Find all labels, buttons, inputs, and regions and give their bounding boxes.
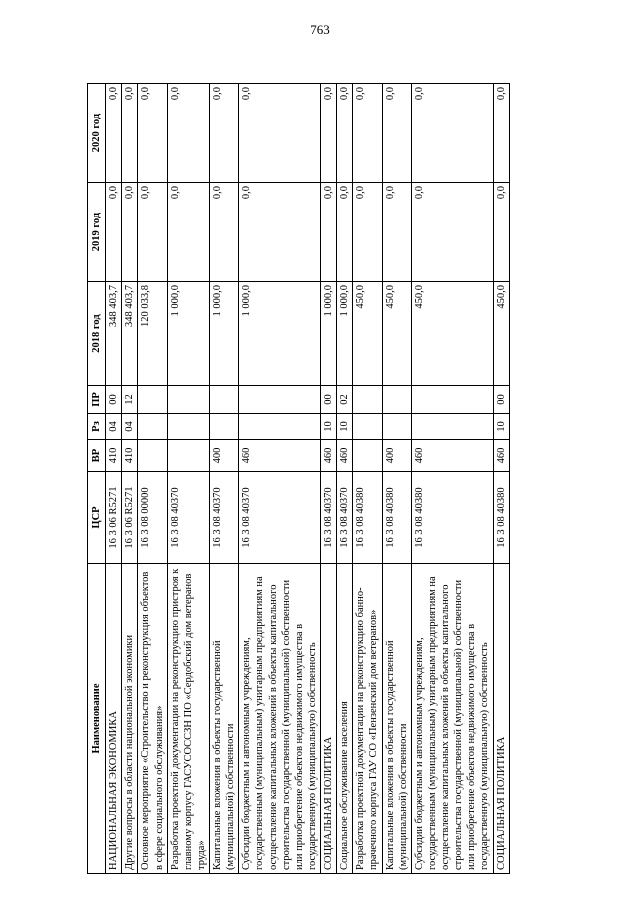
year-2020-cell: 0,0 xyxy=(239,84,321,183)
csr-cell: 16 3 08 40380 xyxy=(353,472,382,564)
name-cell: Субсидии бюджетным и автономным учреждениям, государственным (муниципальным) унитарным предприятиям на осуществление капитальных вложений в объекты капитального строительства государственной (муниципальной) собственности или приобретение объектов недвижимого имущества в государственную (муниципальную) собственность xyxy=(411,564,493,874)
vr-cell: 460 xyxy=(321,440,337,472)
year-2019-cell: 0,0 xyxy=(138,183,167,282)
header-cell: Наименование xyxy=(88,564,106,874)
pr-cell: 00 xyxy=(321,386,337,414)
year-2020-cell: 0,0 xyxy=(353,84,382,183)
rz-cell xyxy=(167,414,209,440)
year-2018-cell: 450,0 xyxy=(411,282,493,386)
year-2020-cell: 0,0 xyxy=(138,84,167,183)
year-2020-cell: 0,0 xyxy=(411,84,493,183)
name-cell: Капитальные вложения в объекты государственной (муниципальной) собственности xyxy=(382,564,411,874)
year-2019-cell: 0,0 xyxy=(337,183,353,282)
year-2020-cell: 0,0 xyxy=(337,84,353,183)
csr-cell: 16 3 08 40370 xyxy=(210,472,239,564)
name-cell: Субсидии бюджетным и автономным учреждениям, государственным (муниципальным) унитарным предприятиям на осуществление капитальных вложений в объекты капитального строительства государственной (муниципальной) собственности или приобретение объектов недвижимого имущества в государственную (муниципальную) собственность xyxy=(239,564,321,874)
rz-cell: 10 xyxy=(337,414,353,440)
table-body xyxy=(106,84,510,874)
vr-cell: 410 xyxy=(122,440,138,472)
vr-cell xyxy=(167,440,209,472)
table-row xyxy=(210,84,239,874)
table-row xyxy=(138,84,167,874)
vr-cell: 460 xyxy=(411,440,493,472)
csr-cell: 16 3 06 R5271 xyxy=(106,472,122,564)
pr-cell: 00 xyxy=(106,386,122,414)
year-2018-cell: 1 000,0 xyxy=(167,282,209,386)
year-2020-cell: 0,0 xyxy=(106,84,122,183)
table-row xyxy=(321,84,337,874)
table-row xyxy=(122,84,138,874)
year-2019-cell: 0,0 xyxy=(411,183,493,282)
year-2018-cell: 1 000,0 xyxy=(239,282,321,386)
budget-table xyxy=(87,83,510,874)
pr-cell: 12 xyxy=(122,386,138,414)
rz-cell xyxy=(239,414,321,440)
table-row xyxy=(106,84,122,874)
table-row xyxy=(411,84,493,874)
vr-cell xyxy=(353,440,382,472)
year-2019-cell: 0,0 xyxy=(122,183,138,282)
rz-cell: 04 xyxy=(122,414,138,440)
pr-cell xyxy=(138,386,167,414)
table-row xyxy=(337,84,353,874)
year-2018-cell: 348 403,7 xyxy=(106,282,122,386)
rotated-table-container xyxy=(87,84,567,874)
year-2018-cell: 450,0 xyxy=(382,282,411,386)
rz-cell: 10 xyxy=(321,414,337,440)
header-cell: 2020 год xyxy=(88,84,106,183)
name-cell: НАЦИОНАЛЬНАЯ ЭКОНОМИКА xyxy=(106,564,122,874)
header-cell: Рз xyxy=(88,414,106,440)
year-2018-cell: 120 033,8 xyxy=(138,282,167,386)
name-cell: Разработка проектной документации на реконструкцию банно-прачечного корпуса ГАУ СО «Пензенский дом ветеранов» xyxy=(353,564,382,874)
rz-cell: 10 xyxy=(493,414,509,440)
year-2018-cell: 1 000,0 xyxy=(210,282,239,386)
header-cell: ВР xyxy=(88,440,106,472)
csr-cell: 16 3 08 00000 xyxy=(138,472,167,564)
name-cell: СОЦИАЛЬНАЯ ПОЛИТИКА xyxy=(493,564,509,874)
year-2019-cell: 0,0 xyxy=(106,183,122,282)
year-2018-cell: 450,0 xyxy=(493,282,509,386)
year-2019-cell: 0,0 xyxy=(353,183,382,282)
rz-cell xyxy=(353,414,382,440)
vr-cell: 460 xyxy=(239,440,321,472)
vr-cell xyxy=(138,440,167,472)
pr-cell: 02 xyxy=(337,386,353,414)
year-2020-cell: 0,0 xyxy=(167,84,209,183)
name-cell: Разработка проектной документации на реконструкцию пристроя к главному корпусу ГАСУСОССЗН ПО «Сердобский дом ветеранов труда» xyxy=(167,564,209,874)
pr-cell: 00 xyxy=(493,386,509,414)
rz-cell xyxy=(138,414,167,440)
name-cell: Другие вопросы в области национальной экономики xyxy=(122,564,138,874)
name-cell: Социальное обслуживание населения xyxy=(337,564,353,874)
year-2019-cell: 0,0 xyxy=(239,183,321,282)
rz-cell xyxy=(411,414,493,440)
vr-cell: 460 xyxy=(493,440,509,472)
vr-cell: 460 xyxy=(337,440,353,472)
year-2019-cell: 0,0 xyxy=(493,183,509,282)
rz-cell xyxy=(210,414,239,440)
year-2019-cell: 0,0 xyxy=(382,183,411,282)
rz-cell xyxy=(382,414,411,440)
header-cell: 2019 год xyxy=(88,183,106,282)
pr-cell xyxy=(239,386,321,414)
year-2020-cell: 0,0 xyxy=(122,84,138,183)
table-row xyxy=(353,84,382,874)
year-2020-cell: 0,0 xyxy=(210,84,239,183)
vr-cell: 410 xyxy=(106,440,122,472)
year-2020-cell: 0,0 xyxy=(493,84,509,183)
year-2020-cell: 0,0 xyxy=(382,84,411,183)
pr-cell xyxy=(353,386,382,414)
pr-cell xyxy=(411,386,493,414)
csr-cell: 16 3 08 40370 xyxy=(337,472,353,564)
table-row xyxy=(239,84,321,874)
csr-cell: 16 3 06 R5271 xyxy=(122,472,138,564)
pr-cell xyxy=(210,386,239,414)
table-row xyxy=(493,84,509,874)
header-cell: 2018 год xyxy=(88,282,106,386)
csr-cell: 16 3 08 40370 xyxy=(167,472,209,564)
table-row xyxy=(382,84,411,874)
name-cell: Основное мероприятие «Строительство и реконструкция объектов в сфере социального обслуживания» xyxy=(138,564,167,874)
page-number: 763 xyxy=(310,22,330,37)
vr-cell: 400 xyxy=(210,440,239,472)
csr-cell: 16 3 08 40380 xyxy=(411,472,493,564)
csr-cell: 16 3 08 40380 xyxy=(493,472,509,564)
header-row xyxy=(88,84,106,874)
year-2018-cell: 348 403,7 xyxy=(122,282,138,386)
table-row xyxy=(167,84,209,874)
year-2020-cell: 0,0 xyxy=(321,84,337,183)
name-cell: Капитальные вложения в объекты государственной (муниципальной) собственности xyxy=(210,564,239,874)
csr-cell: 16 3 08 40380 xyxy=(382,472,411,564)
year-2018-cell: 1 000,0 xyxy=(337,282,353,386)
year-2019-cell: 0,0 xyxy=(210,183,239,282)
csr-cell: 16 3 08 40370 xyxy=(239,472,321,564)
year-2018-cell: 1 000,0 xyxy=(321,282,337,386)
pr-cell xyxy=(167,386,209,414)
year-2019-cell: 0,0 xyxy=(321,183,337,282)
pr-cell xyxy=(382,386,411,414)
csr-cell: 16 3 08 40370 xyxy=(321,472,337,564)
vr-cell: 400 xyxy=(382,440,411,472)
name-cell: СОЦИАЛЬНАЯ ПОЛИТИКА xyxy=(321,564,337,874)
header-cell: ПР xyxy=(88,386,106,414)
year-2019-cell: 0,0 xyxy=(167,183,209,282)
year-2018-cell: 450,0 xyxy=(353,282,382,386)
rz-cell: 04 xyxy=(106,414,122,440)
header-cell: ЦСР xyxy=(88,472,106,564)
